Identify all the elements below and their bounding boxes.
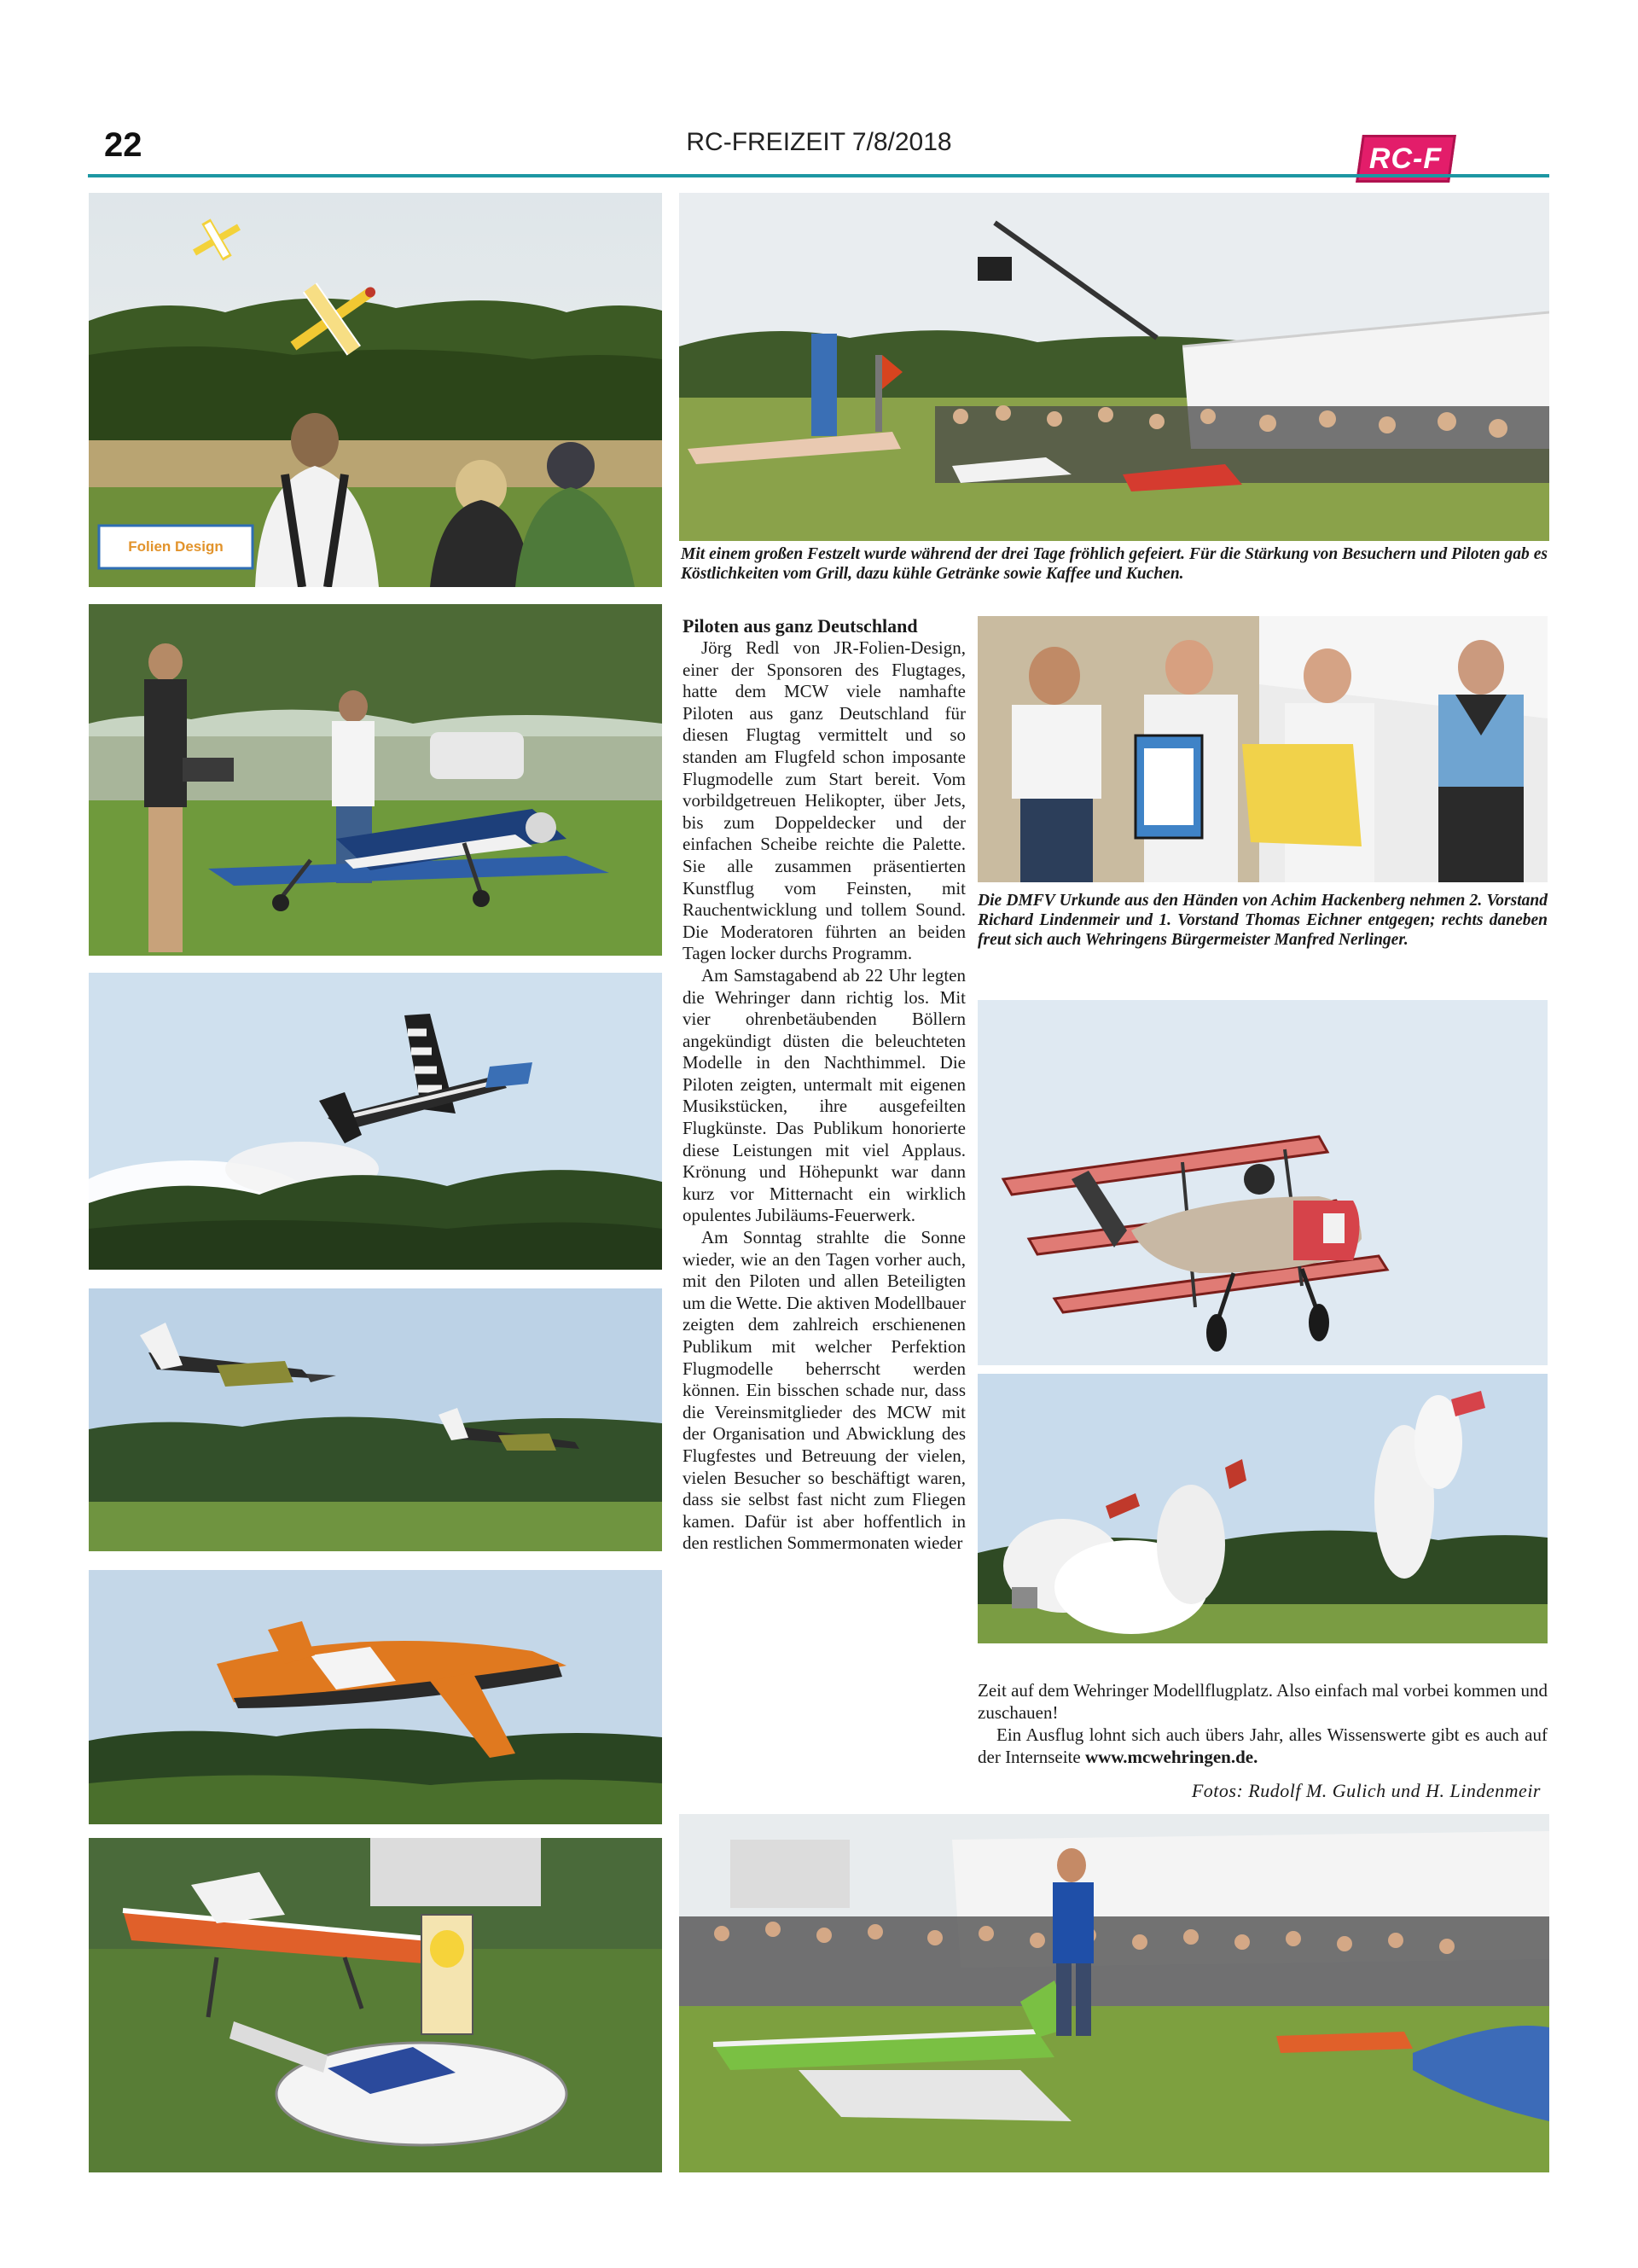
banner-text: Folien Design <box>128 538 224 555</box>
photo-smoke-trails <box>978 1374 1548 1643</box>
continuation-paragraph <box>978 1724 1548 1768</box>
photo-blue-plane-ground <box>89 604 662 956</box>
issue-title: RC-FREIZEIT 7/8/2018 <box>686 128 952 156</box>
caption-urkunde: Die DMFV Urkunde aus den Händen von Achim Hackenberg nehmen 2. Vorstand Richard Lindenmeir und 1. Vorstand Thomas Eichner entgegen; rechts daneben freut sich auch Wehringens Bürgermeister Manfred Nerlinger. <box>978 892 1548 949</box>
photo-pilots-flying <box>89 193 662 587</box>
photo-crowd-green-plane <box>679 1814 1549 2172</box>
article-paragraph: Am Samstagabend ab 22 Uhr legten die Wehringer dann richtig los. Mit vier ohrenbetäubenden Böllern angekündigt düsten die beleuchteten Modelle in den Nachthimmel. Die Piloten zeigten, untermalt mit eigenen Musikstücken, ihre ausgefeilten Flugkünste. Das Publikum honorierte diese Leistungen mit viel Applaus. Krönung und Höhepunkt war dann kurz vor Mitternacht ein wirklich opulentes Jubiläums-Feuerwerk. <box>682 964 966 1226</box>
photo-model-display <box>89 1838 662 2172</box>
photo-festival-tent <box>679 193 1549 541</box>
website-link[interactable]: www.mcwehringen.de. <box>1084 1747 1258 1767</box>
logo-text: RC-F <box>1369 142 1443 175</box>
page-number: 22 <box>104 126 142 164</box>
photo-two-jets <box>89 1288 662 1551</box>
continuation-paragraph: Zeit auf dem Wehringer Modellflugplatz. Also einfach mal vorbei kommen und zuschauen! <box>978 1680 1548 1723</box>
article-column <box>682 616 966 1555</box>
photo-credits: Fotos: Rudolf M. Gulich und H. Lindenmeir <box>1191 1780 1541 1801</box>
header-rule <box>88 174 1549 177</box>
caption-festzelt: Mit einem großen Festzelt wurde während der drei Tage fröhlich gefeiert. Für die Stärkung von Besuchern und Piloten gab es Köstlichkeiten vom Grill, dazu kühle Getränke sowie Kaffee und Kuchen. <box>681 545 1548 583</box>
photo-striped-plane-smoke <box>89 973 662 1270</box>
article-paragraph: Am Sonntag strahlte die Sonne wieder, wie an den Tagen vorher auch, mit den Piloten und allen Beteiligten um die Wette. Die aktiven Modellbauer zeigten dem zahlreich erschienenen Publikum mit welcher Perfektion Flugmodelle beherrscht werden können. Ein bisschen schade nur, dass die Vereinsmitglieder des MCW mit der Organisation und Abwicklung des Flugfestes und Betreuung der vielen, vielen Besucher so beschäftigt waren, dass sie selbst fast nicht zum Fliegen kamen. Dafür ist aber hoffentlich in den restlichen Sommermonaten wieder <box>682 1227 966 1554</box>
article-heading: Piloten aus ganz Deutschland <box>682 615 918 637</box>
photo-award-ceremony <box>978 616 1548 882</box>
photo-red-triplane <box>978 1000 1548 1365</box>
continuation-text: Ein Ausflug lohnt sich auch übers Jahr, alles Wissenswerte gibt es auch auf der Internseite <box>978 1724 1548 1767</box>
article-continuation <box>978 1679 1548 1768</box>
article-paragraph: Jörg Redl von JR-Folien-Design, einer der Sponsoren des Flugtages, hatte dem MCW viele namhafte Piloten aus ganz Deutschland für diesen Flugtag vermittelt und so standen am Flugfeld schon imposante Flugmodelle zum Start bereit. Vom vorbildgetreuen Helikopter, über Jets, bis zum Doppeldecker und der einfachen Scheibe reichte die Palette. Sie alle zusammen präsentierten Kunstflug vom Feinsten, mit Rauchentwicklung und tollem Sound. Die Moderatoren führten an beiden Tagen locker durchs Programm. <box>682 637 966 964</box>
photo-orange-jet <box>89 1570 662 1824</box>
